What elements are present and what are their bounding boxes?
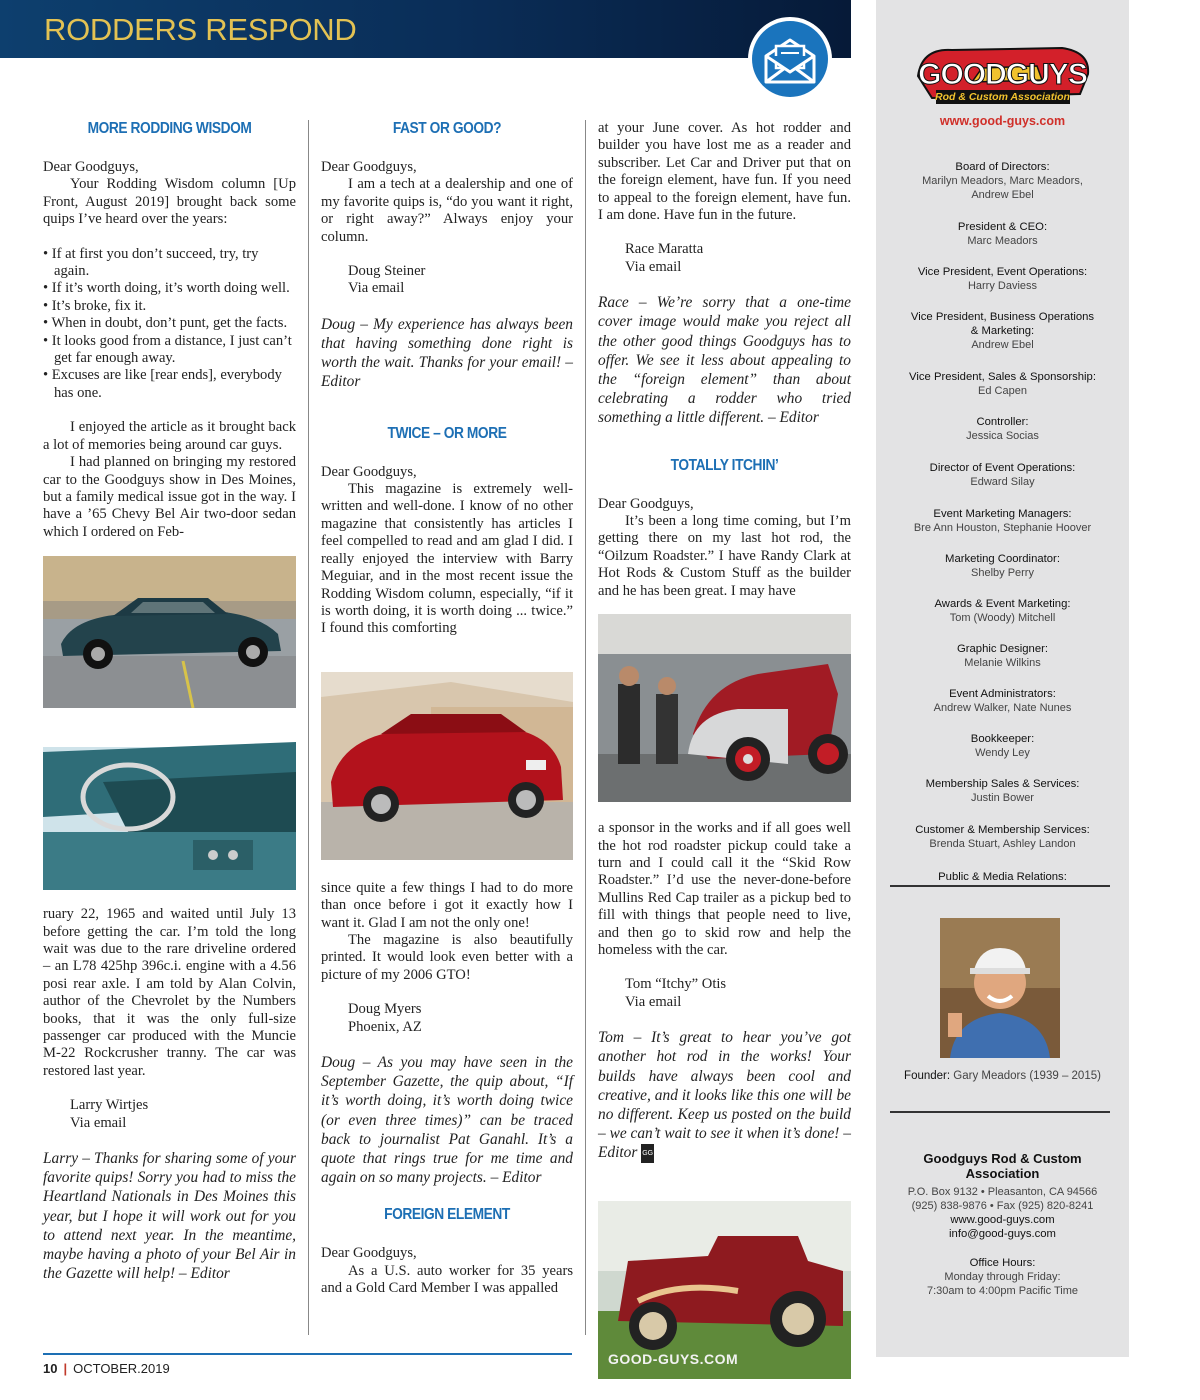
column-rule xyxy=(585,120,586,1335)
letter-body: As a U.S. auto worker for 35 years and a Gold Card Member I was appalled xyxy=(321,1262,573,1297)
website-link[interactable]: www.good-guys.com xyxy=(939,114,1066,128)
staff-entry xyxy=(876,461,1129,489)
org-phone: (925) 838-9876 • Fax (925) 820-8241 xyxy=(911,1200,1094,1212)
logo-wordmark: GOODGUYS xyxy=(918,58,1087,91)
staff-entry xyxy=(876,310,1129,352)
staff-entry xyxy=(876,160,1129,202)
masthead-sidebar xyxy=(876,0,1129,1357)
staff-entry xyxy=(876,415,1129,443)
staff-names: Harry Daviess xyxy=(967,280,1038,292)
letters-column-3 xyxy=(598,120,851,1379)
staff-names: Marilyn Meadors, Marc Meadors, Andrew Ebel xyxy=(922,175,1083,201)
org-email[interactable]: info@good-guys.com xyxy=(949,1228,1056,1240)
staff-names: Edward Silay xyxy=(970,476,1035,488)
staff-names: Bre Ann Houston, Stephanie Hoover xyxy=(913,522,1092,534)
letter-heading: MORE RODDING WISDOM xyxy=(87,120,252,137)
letter-body: Your Rodding Wisdom column [Up Front, August 2019] brought back some quips I’ve heard over the years: xyxy=(43,176,296,228)
signature-name: Doug Myers xyxy=(348,1001,422,1018)
staff-role: Customer & Membership Services: xyxy=(915,824,1090,836)
issue-date: OCTOBER.2019 xyxy=(73,1361,170,1376)
staff-role: Vice President, Business Operations & Marketing: xyxy=(910,311,1095,337)
office-hours-time: 7:30am to 4:00pm Pacific Time xyxy=(926,1285,1078,1297)
staff-entry xyxy=(876,265,1129,293)
list-item: • When in doubt, don’t punt, get the facts. xyxy=(43,315,296,332)
staff-names: Shelby Perry xyxy=(971,567,1034,579)
footer-separator: | xyxy=(63,1361,68,1376)
staff-entry xyxy=(876,597,1129,625)
signature-name: Race Maratta xyxy=(625,241,704,258)
letter-salutation: Dear Goodguys, xyxy=(43,159,139,175)
founder-credit xyxy=(876,1070,1129,1082)
founder-label: Founder: xyxy=(904,1070,951,1082)
letters-column-1 xyxy=(43,117,296,1283)
staff-entry xyxy=(876,507,1129,535)
end-mark: GG xyxy=(641,1144,654,1163)
roadster-shop-photo xyxy=(598,614,851,802)
letter-salutation: Dear Goodguys, xyxy=(598,495,694,512)
staff-entry xyxy=(876,687,1129,715)
signature-location: Via email xyxy=(348,280,405,297)
editor-reply: Doug – As you may have seen in the September Gazette, the quip about, “If it’s worth doing, it’s worth doing twice (or even three times)” can be traced back to journalist Pat Ganahl. It’s a quote that rings true for me time and again on so many projects. – Editor xyxy=(321,1053,573,1187)
signature-name: Tom “Itchy” Otis xyxy=(625,976,727,993)
page-header-band xyxy=(0,0,851,58)
staff-names: Brenda Stuart, Ashley Landon xyxy=(929,838,1076,850)
editor-reply: Doug – My experience has always been that having something done right is worth the wait. Thanks for your email! – Editor xyxy=(321,315,573,391)
staff-names: Jessica Socias xyxy=(966,430,1039,442)
staff-entry xyxy=(876,732,1129,760)
bel-air-interior-photo xyxy=(43,722,296,890)
staff-entry xyxy=(876,552,1129,580)
footer-rule xyxy=(43,1353,572,1355)
letter-heading: TOTALLY ITCHIN’ xyxy=(670,456,779,474)
letter-body: The magazine is also beautifully printed. It would look even better with a picture of my 2006 GTO! xyxy=(321,931,573,983)
staff-entry xyxy=(876,220,1129,248)
staff-role: Controller: xyxy=(976,416,1029,428)
staff-role: Event Marketing Managers: xyxy=(933,508,1072,520)
letter-body: I had planned on bringing my restored car to the Goodguys show in Des Moines, but a family medical issue got in the way. I have a ’65 Chevy Bel Air two-door sedan which I ordered on Feb- xyxy=(43,454,296,540)
staff-entry xyxy=(876,777,1129,805)
page-footer xyxy=(43,1361,170,1376)
staff-role: Awards & Event Marketing: xyxy=(934,598,1071,610)
hot-rod-photo xyxy=(598,1201,851,1379)
letter-heading: FOREIGN ELEMENT xyxy=(384,1206,510,1224)
founder-portrait xyxy=(940,918,1060,1058)
staff-entry xyxy=(876,642,1129,670)
bel-air-exterior-photo xyxy=(43,556,296,708)
staff-names: Wendy Ley xyxy=(975,747,1030,759)
list-item: • Excuses are like [rear ends], everybody has one. xyxy=(43,367,296,402)
letter-salutation: Dear Goodguys, xyxy=(321,463,417,480)
signature-location: Phoenix, AZ xyxy=(348,1018,422,1035)
letter-body: at your June cover. As hot rodder and builder you have lost me as a reader and subscriber. Let Car and Driver put that on the foreign element, have fun. If you need to appeal to the foreign element, have fun. I am done. Have fun in the future. xyxy=(598,120,851,224)
logo-subtitle: Rod & Custom Association xyxy=(935,91,1070,103)
letter-body: It’s been a long time coming, but I’m getting there on my last hot rod, the “Oilzum Roadster.” I have Randy Clark at Hot Rods & Custom Stuff as the builder and he has been great. I may have xyxy=(598,513,851,599)
masthead-rule xyxy=(890,885,1110,887)
staff-role: President & CEO: xyxy=(957,221,1048,233)
envelope-letter-icon xyxy=(747,16,833,102)
staff-entry xyxy=(876,870,1129,884)
letter-body: I am a tech at a dealership and one of my favorite quips is, “do you want it right, or right away?” Always enjoy your column. xyxy=(321,176,573,245)
staff-entry xyxy=(876,370,1129,398)
office-hours-label: Office Hours: xyxy=(969,1257,1036,1269)
staff-names: Justin Bower xyxy=(971,792,1034,804)
letter-heading: TWICE – OR MORE xyxy=(387,424,507,442)
staff-role: Vice President, Sales & Sponsorship: xyxy=(909,371,1096,383)
staff-role: Marketing Coordinator: xyxy=(945,553,1060,565)
column-rule xyxy=(308,120,309,1335)
staff-role: Graphic Designer: xyxy=(956,643,1049,655)
list-item: • It’s broke, fix it. xyxy=(43,298,296,315)
staff-names: Marc Meadors xyxy=(967,235,1038,247)
org-address: P.O. Box 9132 • Pleasanton, CA 94566 xyxy=(907,1186,1098,1198)
staff-role: Membership Sales & Services: xyxy=(925,778,1080,790)
letter-salutation: Dear Goodguys, xyxy=(321,159,417,175)
org-name: Goodguys Rod & Custom Association xyxy=(923,1151,1082,1181)
list-item: • If at first you don’t succeed, try, try again. xyxy=(43,246,296,281)
staff-names: Andrew Ebel xyxy=(971,339,1034,351)
signature-name: Doug Steiner xyxy=(348,263,426,280)
letter-body: ruary 22, 1965 and waited until July 13 before getting the car. I’m told the long wait was due to the rare driveline ordered – an L78 425hp 396c.i. engine with a 4.56 posi rear axle. I am told by Alan Colvin, author of the Chevrolet by the Numbers books, that it was the only full-size passenger car produced with the Muncie M-22 Rockcrusher tranny. The car was restored last year. xyxy=(43,906,296,1079)
office-hours-days: Monday through Friday: xyxy=(944,1271,1061,1283)
staff-entry xyxy=(876,823,1129,851)
list-item: • If it’s worth doing, it’s worth doing well. xyxy=(43,280,296,297)
letter-body: since quite a few things I had to do more than once before i got it exactly how I want it. Glad I am not the only one! xyxy=(321,879,573,931)
letter-body: This magazine is extremely well-written and well-done. I know of no other magazine that consistently has articles I feel compelled to read and am glad I did. I really enjoyed the interview with Barry Meguiar, and in the most recent issue the Rodding Wisdom column, especially, “if it is worth doing, it is worth doing ... twice.” I found this comforting xyxy=(321,481,573,637)
staff-role: Bookkeeper: xyxy=(970,733,1035,745)
letter-body: I enjoyed the article as it brought back a lot of memories being around car guys. xyxy=(43,419,296,453)
org-website[interactable]: www.good-guys.com xyxy=(950,1214,1055,1226)
editor-reply-text: Tom – It’s great to hear you’ve got another hot rod in the works! Your builds have always been cool and creative, and it looks like this one will be no different. Keep us posted on the build – we can’t wait to see it when it’s done! – Editor xyxy=(598,1029,851,1162)
photo-watermark: GOOD-GUYS.COM xyxy=(608,1351,739,1368)
signature-location: Via email xyxy=(625,993,682,1010)
masthead-rule xyxy=(890,1111,1110,1113)
staff-names: Ed Capen xyxy=(978,385,1027,397)
page-number: 10 xyxy=(43,1361,58,1376)
letters-column-2 xyxy=(321,117,573,1298)
letter-heading: FAST OR GOOD? xyxy=(392,120,502,137)
letter-body: a sponsor in the works and if all goes well the hot rod roadster pickup could take a turn and I could call it the “Skid Row Roadster.” I’d use the never-done-before Mullins Red Cap trailer as a pickup bed to fill with things that people need to live, and then go to skid row and help the homeless with the car. xyxy=(598,820,851,958)
staff-names: Tom (Woody) Mitchell xyxy=(949,612,1056,624)
list-item: • It looks good from a distance, I just can’t get far enough away. xyxy=(43,333,296,368)
section-title: RODDERS RESPOND xyxy=(44,12,357,47)
signature-name: Larry Wirtjes xyxy=(70,1097,149,1114)
signature-location: Via email xyxy=(70,1114,127,1131)
staff-role: Board of Directors: xyxy=(955,161,1050,173)
editor-reply: Race – We’re sorry that a one-time cover image would make you reject all the other good things Goodguys has to offer. We see it less about appealing to the “foreign element” than about celebrating a rodder who tried something a little different. – Editor xyxy=(598,294,851,427)
founder-name: Gary Meadors (1939 – 2015) xyxy=(953,1070,1101,1082)
staff-names: Melanie Wilkins xyxy=(964,657,1041,669)
letter-salutation: Dear Goodguys, xyxy=(321,1245,417,1262)
staff-role: Event Administrators: xyxy=(949,688,1056,700)
signature-location: Via email xyxy=(625,258,682,275)
staff-role: Public & Media Relations: xyxy=(938,871,1067,883)
editor-reply xyxy=(598,1028,851,1163)
quips-list xyxy=(43,246,296,403)
gto-photo xyxy=(321,672,573,860)
staff-role: Vice President, Event Operations: xyxy=(917,266,1088,278)
staff-names: Andrew Walker, Nate Nunes xyxy=(933,702,1072,714)
editor-reply: Larry – Thanks for sharing some of your favorite quips! Sorry you had to miss the Heartland Nationals in Des Moines this year, but I hope it will work out for you to attend next year. In the meantime, maybe having a photo of your Bel Air in the Gazette will help! – Editor xyxy=(43,1150,296,1283)
staff-role: Director of Event Operations: xyxy=(929,462,1076,474)
